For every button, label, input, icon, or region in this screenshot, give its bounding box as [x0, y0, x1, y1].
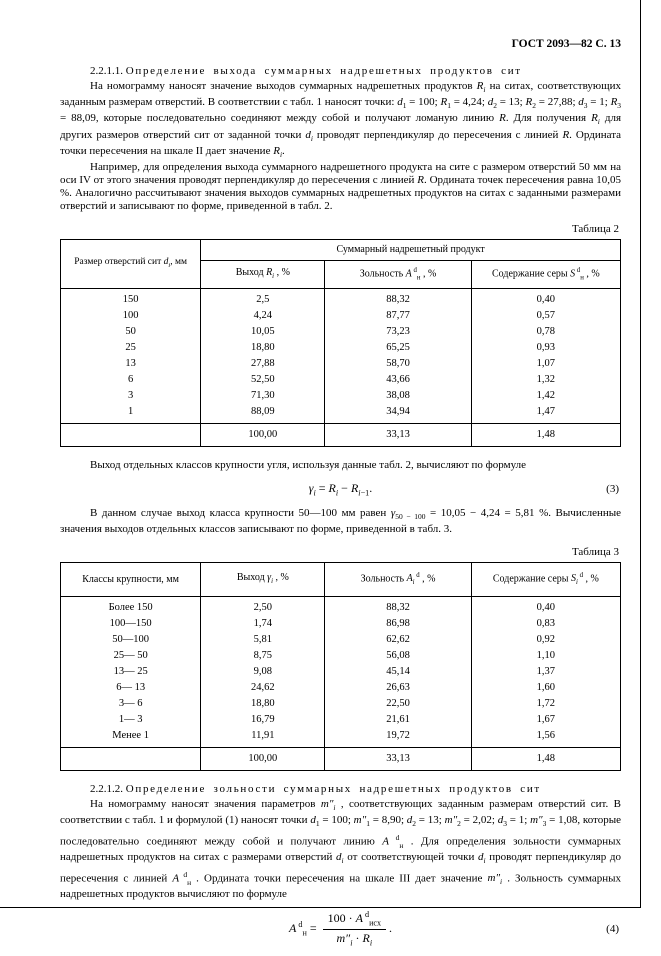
table-cell: 71,30: [201, 388, 325, 404]
table-cell: 1,60: [471, 680, 620, 696]
table-cell: 1,48: [471, 748, 620, 771]
section-title: Определение зольности суммарных надрешетных продуктов сит: [125, 783, 541, 796]
table-cell: 6: [61, 372, 201, 388]
table-cell: 3: [61, 388, 201, 404]
table-cell: 150: [61, 289, 201, 309]
table-cell: 56,08: [325, 648, 471, 664]
formula-3-body: $\gamma_i = R_i - R_{i-1}$.: [308, 481, 373, 498]
table-cell: 19,72: [325, 728, 471, 748]
paragraph-nomogram-m: На номограмму наносят значения параметров $m''_i$ , соответствующих заданным размерам отверстий сит. В соответствии с табл. 1 и формулой (1) наносят точки $d_1 = 100$; $m''_1 = 8,90$; $d_2 = 13$; $m''_2 = 2,02$; $d_3 = 1$; $m''_3 = 1,08$, которые последовательно соединяют между собой и получают линию A $^d_н$ . Для определения зольности суммарных надрешетных продуктов на ситах с размерами отверстий $d_i$ от соответствующей точки $d_i$ проводят перпендикуляр до пересечения с линией A $^d_н$ . Ордината точки пересечения на шкале III дает значение $m''_i$ . Зольность суммарных надрешетных продуктов вычисляют по формуле: [60, 798, 622, 901]
table-cell: 27,88: [201, 356, 325, 372]
table-cell: 13— 25: [61, 664, 201, 680]
table-cell: 65,25: [325, 340, 471, 356]
standard-header: ГОСТ 2093—82 С. 13: [511, 38, 621, 50]
table-cell: 2,5: [201, 289, 325, 309]
table-row: [61, 372, 621, 388]
table-row: [61, 648, 621, 664]
table-cell: 8,75: [201, 648, 325, 664]
table-cell: 52,50: [201, 372, 325, 388]
table-cell: Более 150: [61, 597, 201, 617]
table-cell: 88,09: [201, 404, 325, 424]
formula-4: [60, 910, 621, 947]
table-cell: 86,98: [325, 616, 471, 632]
table-cell: 1,32: [471, 372, 620, 388]
table-cell: 1,72: [471, 696, 620, 712]
table3-col2-header: Выход $\gamma_i$ , %: [201, 562, 325, 596]
table3-col4-header: Содержание серы $S_i$ $^d$ , %: [471, 562, 620, 596]
table-cell: 88,32: [325, 597, 471, 617]
table-cell: 0,40: [471, 289, 620, 309]
table-row: [61, 597, 621, 617]
table-row: [61, 356, 621, 372]
table-cell: 58,70: [325, 356, 471, 372]
table-row: [61, 340, 621, 356]
formula-4-lhs: A $^d_н$ =: [288, 919, 317, 937]
table-cell: 100,00: [201, 748, 325, 771]
formula-4-period: .: [389, 920, 393, 935]
table-row: [61, 308, 621, 324]
paragraph-formula3-intro: Выход отдельных классов крупности угля, используя данные табл. 2, вычисляют по формуле: [90, 459, 526, 472]
table-cell: 11,91: [201, 728, 325, 748]
table-cell: 21,61: [325, 712, 471, 728]
table-cell: 34,94: [325, 404, 471, 424]
table-cell: 33,13: [325, 748, 471, 771]
page-content: [60, 38, 621, 956]
table-cell: 45,14: [325, 664, 471, 680]
table-row: [61, 289, 621, 309]
table-3: [60, 562, 621, 771]
table-cell: 1,42: [471, 388, 620, 404]
table3-total-row: [61, 748, 621, 771]
table-cell: 3— 6: [61, 696, 201, 712]
table-cell: 1,56: [471, 728, 620, 748]
table-cell: 1,10: [471, 648, 620, 664]
table-cell: 5,81: [201, 632, 325, 648]
table-cell: 18,80: [201, 696, 325, 712]
table-cell: 33,13: [325, 424, 471, 447]
paragraph-example-50mm: Например, для определения выхода суммарного надрешетного продукта на сите с размером отверстий 50 мм на оси IV от этого значения проводят перпендикуляр до пересечения с линией R. Ордината точек пересечения равна 10,05 %. Аналогично рассчитывают значения выходов суммарных надрешетных продуктов на ситах с заданными размерами отверстий и записывают по форме, приведенной в табл. 2.: [60, 160, 622, 212]
table-cell: 26,63: [325, 680, 471, 696]
table-cell: 73,23: [325, 324, 471, 340]
table-cell: 1— 3: [61, 712, 201, 728]
table-cell: 6— 13: [61, 680, 201, 696]
table-row: [61, 388, 621, 404]
fraction: [323, 910, 386, 947]
table-cell: 10,05: [201, 324, 325, 340]
table-cell: 18,80: [201, 340, 325, 356]
table2-header-row-1: [61, 239, 621, 260]
table-cell: 100: [61, 308, 201, 324]
table2-col3-header: Зольность A $^d_н$ , %: [325, 260, 471, 288]
section-heading-2-2-1-2: [60, 783, 621, 796]
table-cell: 24,62: [201, 680, 325, 696]
table-cell: [61, 424, 201, 447]
section-title: Определение выхода суммарных надрешетных продуктов сит: [125, 65, 522, 77]
section-heading-2-2-1-1: [60, 65, 621, 78]
table-cell: 87,77: [325, 308, 471, 324]
table3-body: [61, 597, 621, 748]
table-cell: 16,79: [201, 712, 325, 728]
fraction-numerator: 100 · A $^d_{исх}$: [323, 910, 386, 929]
table2-col2-header: Выход $R_i$ , %: [201, 260, 325, 288]
table-cell: 100,00: [201, 424, 325, 447]
paragraph-nomogram-r: На номограмму наносят значение выходов суммарных надрешетных продуктов $R_i$ на ситах, соответствующих заданным размерам отверстий. В соответствии с табл. 1 наносят точки: $d_1 = 100$; $R_1 = 4,24$; $d_2 = 13$; $R_2 = 27,88$; $d_3 = 1$; $R_3 = 88,09$, которые последовательно соединяют между собой и получают ломаную линию R. Для получения $R_i$ для других размеров отверстий сит от заданной точки $d_i$ проводят перпендикуляр до пересечения с линией R. Ордината точки пересечения на шкале II дает значение $R_i$.: [60, 80, 622, 159]
table-cell: 2,50: [201, 597, 325, 617]
table-cell: 0,92: [471, 632, 620, 648]
table-cell: 100—150: [61, 616, 201, 632]
table-cell: 1: [61, 404, 201, 424]
paragraph-class-yield-example: В данном случае выход класса крупности 50—100 мм равен $\gamma_{50 - 100} = 10,05 - 4,24 = 5,81$ %. Вычисленные значения выходов отдельных классов записывают по форме, приведенной в табл. 3.: [60, 506, 622, 535]
table-cell: Менее 1: [61, 728, 201, 748]
table-row: [61, 728, 621, 748]
table-cell: 25— 50: [61, 648, 201, 664]
table2-col4-header: Содержание серы S $^d_н$ , %: [471, 260, 620, 288]
table-cell: 4,24: [201, 308, 325, 324]
table-cell: [61, 748, 201, 771]
table-cell: 38,08: [325, 388, 471, 404]
table-cell: 1,67: [471, 712, 620, 728]
table2-total-row: [61, 424, 621, 447]
table3-col1-header: Классы крупности, мм: [61, 562, 201, 596]
table-cell: 1,07: [471, 356, 620, 372]
table-cell: 22,50: [325, 696, 471, 712]
table-cell: 1,48: [471, 424, 620, 447]
section-number: 2.2.1.2.: [90, 783, 123, 796]
table-cell: 25: [61, 340, 201, 356]
table-row: [61, 616, 621, 632]
table-2: [60, 239, 621, 447]
table-row: [61, 696, 621, 712]
table-cell: 0,78: [471, 324, 620, 340]
table-row: [61, 632, 621, 648]
formula-3-number: (3): [606, 483, 619, 496]
table-cell: 0,40: [471, 597, 620, 617]
table2-caption: Таблица 2: [571, 222, 619, 235]
table-cell: 1,47: [471, 404, 620, 424]
table-cell: 13: [61, 356, 201, 372]
table-cell: 1,37: [471, 664, 620, 680]
table-cell: 0,57: [471, 308, 620, 324]
table2-body: [61, 289, 621, 424]
table-cell: 50: [61, 324, 201, 340]
table-row: [61, 324, 621, 340]
table-row: [61, 712, 621, 728]
table-cell: 88,32: [325, 289, 471, 309]
table2-col1-header: Размер отверстий сит $d_i$, мм: [61, 239, 201, 288]
table3-header-row: [61, 562, 621, 596]
formula-4-number: (4): [606, 922, 619, 935]
table-cell: 1,74: [201, 616, 325, 632]
fraction-denominator: $m''_i \cdot R_i$: [336, 930, 373, 948]
table-row: [61, 680, 621, 696]
table3-caption: Таблица 3: [571, 545, 619, 558]
table-cell: 0,93: [471, 340, 620, 356]
table-row: [61, 664, 621, 680]
table-cell: 62,62: [325, 632, 471, 648]
section-number: 2.2.1.1.: [90, 65, 123, 77]
table2-group-header: Суммарный надрешетный продукт: [201, 239, 621, 260]
table-cell: 43,66: [325, 372, 471, 388]
table-cell: 50—100: [61, 632, 201, 648]
table-row: [61, 404, 621, 424]
table3-col3-header: Зольность $A_i$ $^d$ , %: [325, 562, 471, 596]
table-cell: 0,83: [471, 616, 620, 632]
table-cell: 9,08: [201, 664, 325, 680]
formula-3: [60, 481, 621, 497]
